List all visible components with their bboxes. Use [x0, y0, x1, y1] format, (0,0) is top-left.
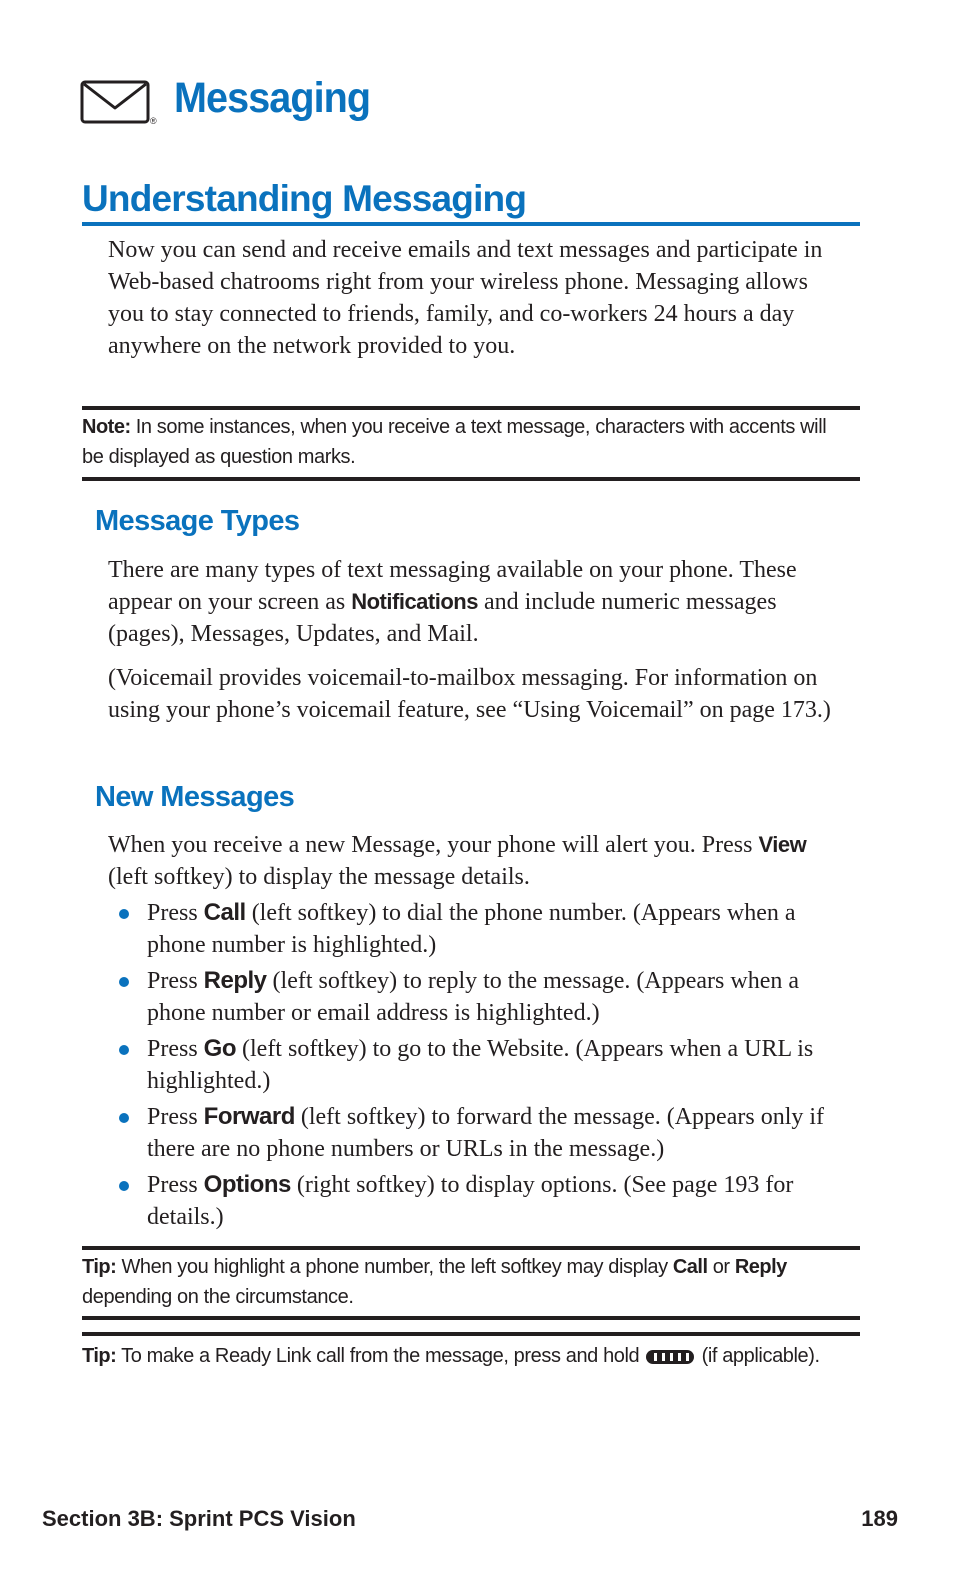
- text-segment: Press: [147, 968, 204, 994]
- intro-paragraph: Now you can send and receive emails and text messages and participate in Web-based chatrooms right from your wireless phone. Messaging allows you to stay connected to friends, family, and co-workers 24 hours a day anywhere on the network provided to you.: [108, 237, 823, 359]
- registered-mark: ®: [150, 116, 157, 126]
- message-types-paragraph-1: [108, 554, 838, 650]
- tip1-label: Tip:: [82, 1256, 117, 1278]
- text-segment: or: [707, 1256, 735, 1278]
- note-label: Note:: [82, 416, 131, 438]
- text-segment: (if applicable).: [696, 1345, 820, 1367]
- bullet-dot: [119, 909, 129, 919]
- go-keyword: Go: [203, 1035, 236, 1062]
- text-segment: (left softkey) to go to the Website. (Appears when a URL is highlighted.): [147, 1036, 814, 1094]
- tip2-block: [82, 1341, 842, 1371]
- chapter-title: Messaging: [174, 74, 371, 122]
- tip1-block: [82, 1252, 842, 1312]
- softkey-options-list: [108, 897, 858, 1237]
- ready-link-key-icon: [646, 1350, 694, 1364]
- text-segment: Press: [147, 1172, 204, 1198]
- envelope-icon: [80, 78, 160, 128]
- reply-keyword: Reply: [734, 1256, 787, 1278]
- bullet-dot: [119, 977, 129, 987]
- message-types-heading: Message Types: [95, 505, 300, 537]
- text-segment: Press: [147, 900, 204, 926]
- text-segment: (left softkey) to forward the message. (Appears only if there are no phone numbers or URLs in the message.): [147, 1104, 825, 1162]
- text-segment: (left softkey) to display the message details.: [108, 864, 530, 890]
- text-segment: There are many types of text messaging available on your phone. These appear on your screen as: [108, 557, 797, 615]
- note-text: In some instances, when you receive a text message, characters with accents will be displayed as question marks.: [82, 416, 827, 468]
- text-segment: (right softkey) to display options. (See page 193 for details.): [147, 1172, 794, 1230]
- list-item: [108, 897, 858, 961]
- text-segment: Press: [147, 1036, 204, 1062]
- text-segment: To make a Ready Link call from the message, press and hold: [116, 1345, 645, 1367]
- forward-keyword: Forward: [203, 1103, 295, 1130]
- text-segment: and include numeric messages (pages), Messages, Updates, and Mail.: [108, 589, 777, 647]
- list-item: [108, 1033, 858, 1097]
- text-segment: (left softkey) to dial the phone number. (Appears when a phone number is highlighted.): [147, 900, 796, 958]
- list-item: [108, 1169, 858, 1233]
- footer-section-label: Section 3B: Sprint PCS Vision: [42, 1506, 356, 1531]
- bullet-dot: [119, 1181, 129, 1191]
- section-title-rule: [82, 222, 860, 226]
- tip1-bottom-rule: [82, 1316, 860, 1320]
- list-item: [108, 965, 858, 1029]
- tip2-top-rule: [82, 1332, 860, 1336]
- text-segment: (left softkey) to reply to the message. (Appears when a phone number or email address is highlighted.): [147, 968, 800, 1026]
- bullet-dot: [119, 1113, 129, 1123]
- note-top-rule: [82, 406, 860, 410]
- text-segment: Press: [147, 1104, 204, 1130]
- call-keyword: Call: [203, 899, 246, 926]
- page-number: 189: [861, 1506, 898, 1531]
- list-item: [108, 1101, 858, 1165]
- notifications-keyword: Notifications: [351, 589, 478, 614]
- text-segment: When you receive a new Message, your phone will alert you. Press: [108, 832, 759, 858]
- note-bottom-rule: [82, 477, 860, 481]
- text-segment: depending on the circumstance.: [82, 1286, 354, 1308]
- new-messages-paragraph: [108, 829, 838, 893]
- new-messages-heading: New Messages: [95, 781, 295, 813]
- message-types-paragraph-2: (Voicemail provides voicemail-to-mailbox messaging. For information on using your phone’s voicemail feature, see “Using Voicemail” on page 173.): [108, 665, 831, 723]
- tip1-top-rule: [82, 1246, 860, 1250]
- view-keyword: View: [758, 832, 807, 857]
- tip2-label: Tip:: [82, 1345, 117, 1367]
- options-keyword: Options: [203, 1171, 291, 1198]
- note-block: [82, 412, 842, 472]
- reply-keyword: Reply: [203, 967, 267, 994]
- text-segment: When you highlight a phone number, the left softkey may display: [116, 1256, 673, 1278]
- bullet-dot: [119, 1045, 129, 1055]
- call-keyword: Call: [672, 1256, 708, 1278]
- section-title: Understanding Messaging: [82, 178, 527, 219]
